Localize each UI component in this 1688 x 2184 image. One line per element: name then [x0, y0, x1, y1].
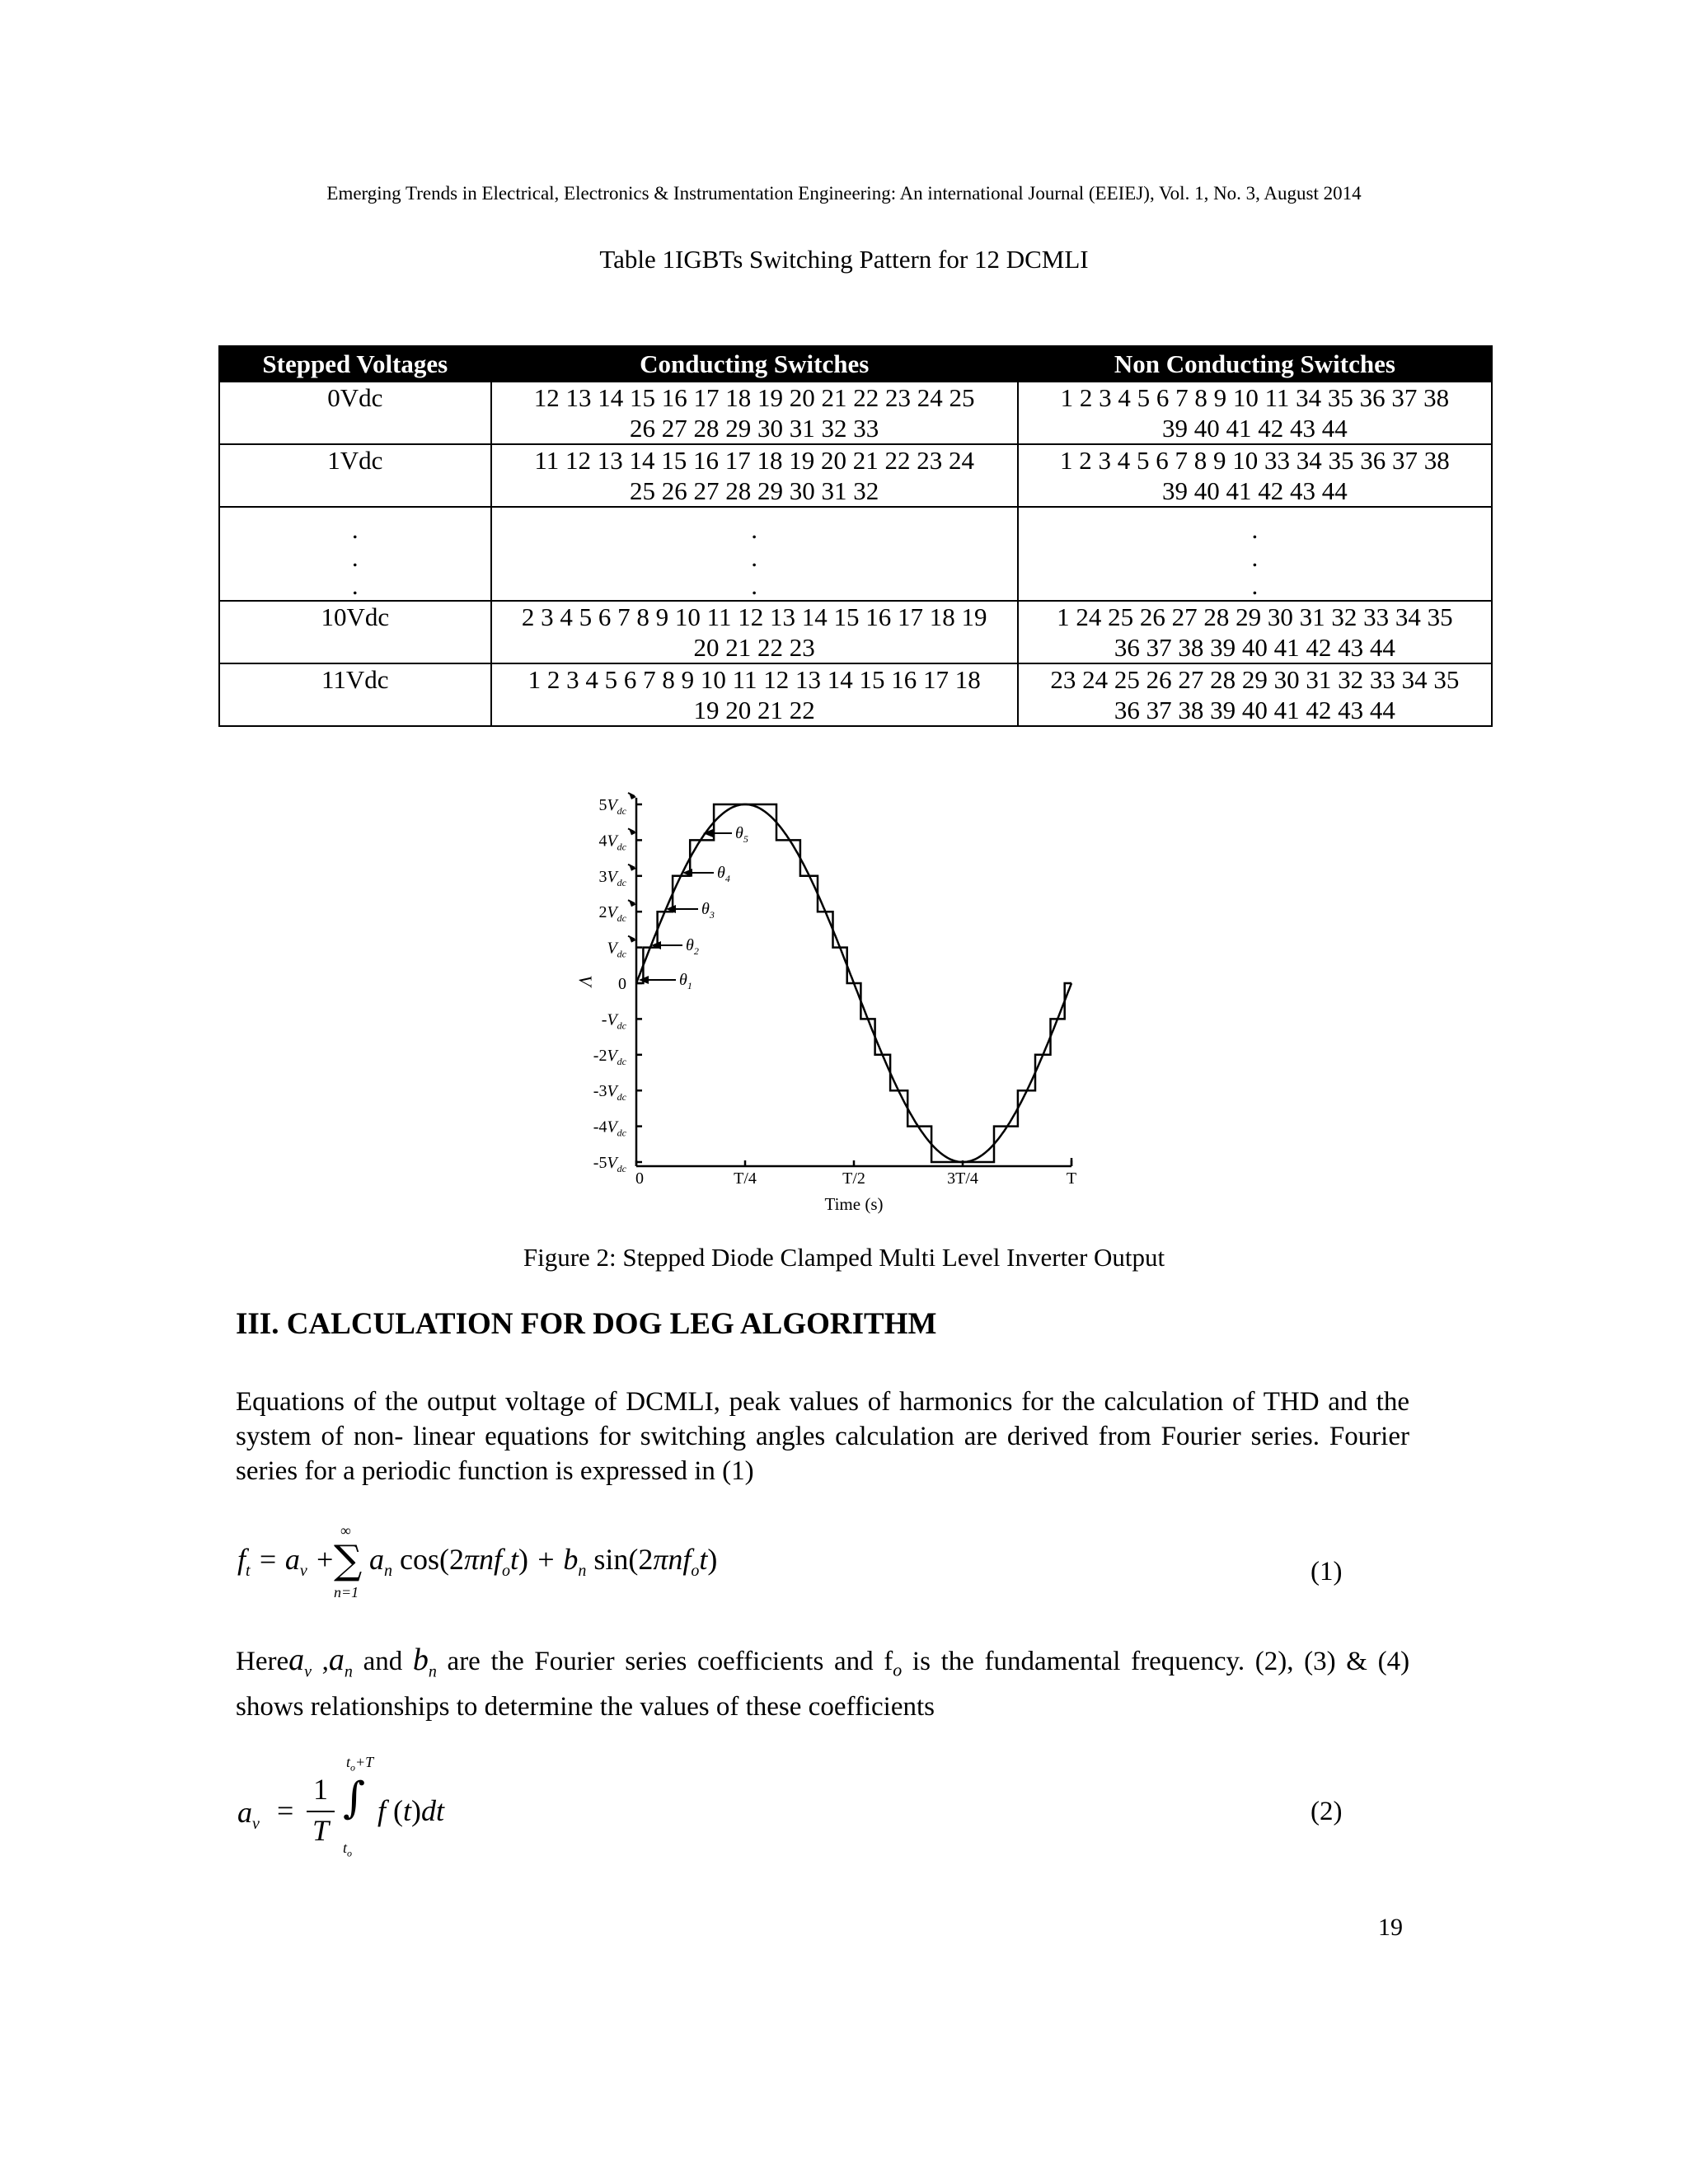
sum-lower-limit: n=1 — [334, 1584, 359, 1601]
table-row — [219, 601, 1492, 663]
staircase-line — [636, 804, 1071, 1162]
x-tick-label: T/4 — [734, 1169, 757, 1188]
x-tick-label: T — [1066, 1169, 1077, 1188]
y-tick-label: $-5V_{dc}$ — [593, 1154, 626, 1174]
inverter-output-chart — [544, 787, 1088, 1224]
y-tick-label: $2V_{dc}$ — [598, 903, 626, 925]
table-row — [219, 382, 1492, 444]
table-header-row — [219, 346, 1492, 382]
theta-label: $\theta_1$ — [679, 971, 692, 991]
paragraph: Herea$_v$ $,a_n$ and $b_n$ are the Fourier series coefficients and $f_o$ is the fundamental frequency. (2), (3) & (4) shows relationships to determine the values of these coefficients — [236, 1643, 1410, 1722]
y-axis-label: V — [575, 975, 596, 987]
conducting-cell: 11 12 13 14 15 16 17 18 19 20 21 22 23 24 25 26 27 28 29 30 31 32 — [491, 444, 1018, 507]
figure-caption: Figure 2: Stepped Diode Clamped Multi Level Inverter Output — [523, 1243, 1165, 1272]
level-arrow-head — [629, 793, 636, 799]
voltage-cell: 0Vdc — [219, 382, 491, 444]
x-tick-label: T/2 — [842, 1169, 865, 1188]
y-tick-label: $-2V_{dc}$ — [593, 1046, 626, 1067]
table-caption: Table 1IGBTs Switching Pattern for 12 DCMLI — [599, 245, 1089, 274]
fraction-bar — [307, 1811, 335, 1812]
ellipsis-cell: . . . — [1018, 507, 1492, 601]
level-arrow-head — [629, 865, 636, 871]
y-tick-label: $V_{dc}$ — [607, 939, 626, 960]
page-number: 19 — [1378, 1914, 1403, 1941]
table-row — [219, 663, 1492, 726]
fraction-denominator: T — [312, 1814, 330, 1847]
table-header-cell: Stepped Voltages — [219, 346, 491, 382]
equation-2-lhs: $a_v$ — [237, 1796, 260, 1834]
paragraph: Equations of the output voltage of DCMLI, peak values of harmonics for the calculation of THD and the system of non- linear equations for switching angles calculation are derived from Fourier series. Fourier series for a periodic function is expressed in (1) — [236, 1387, 1409, 1486]
theta-label: $\theta_3$ — [701, 900, 715, 921]
x-tick-label: 3T/4 — [947, 1169, 978, 1188]
y-tick-label: $5V_{dc}$ — [598, 796, 626, 817]
integrand: f (t)dt — [377, 1794, 445, 1827]
fraction-numerator: 1 — [313, 1773, 328, 1806]
level-arrow-head — [629, 936, 636, 943]
table-row — [219, 444, 1492, 507]
table-header-cell: Non Conducting Switches — [1018, 346, 1492, 382]
equation-1 — [237, 1522, 1391, 1607]
y-tick-label: $4V_{dc}$ — [598, 832, 626, 853]
equals-sign: = — [277, 1794, 294, 1827]
non-conducting-cell: 1 24 25 26 27 28 29 30 31 32 33 34 35 36 37 38 39 40 41 42 43 44 — [1018, 601, 1492, 663]
journal-header: Emerging Trends in Electrical, Electronics & Instrumentation Engineering: An international Journal (EEIEJ), Vol. 1, No. 3, August 2014 — [326, 183, 1362, 204]
equation-1-body: $f_t = a_v$ + — [237, 1543, 335, 1581]
theta-label: $\theta_2$ — [686, 936, 699, 957]
equation-2-number: (2) — [1311, 1797, 1343, 1826]
voltage-cell: 11Vdc — [219, 663, 491, 726]
y-tick-label: $-V_{dc}$ — [601, 1010, 626, 1032]
level-arrow-head — [629, 900, 636, 907]
conducting-cell: 12 13 14 15 16 17 18 19 20 21 22 23 24 25 26 27 28 29 30 31 32 33 — [491, 382, 1018, 444]
integral-sign: ∫ — [343, 1774, 366, 1823]
non-conducting-cell: 23 24 25 26 27 28 29 30 31 32 33 34 35 36 37 38 39 40 41 42 43 44 — [1018, 663, 1492, 726]
voltage-cell: 1Vdc — [219, 444, 491, 507]
ellipsis-cell: . . . — [219, 507, 491, 601]
x-tick-label: 0 — [635, 1169, 644, 1188]
integral-upper-limit: $t_o+T$ — [346, 1754, 374, 1774]
y-tick-label: $3V_{dc}$ — [598, 867, 626, 888]
section-heading: III. CALCULATION FOR DOG LEG ALGORITHM — [236, 1307, 937, 1341]
sum-upper-limit: ∞ — [340, 1522, 351, 1539]
voltage-cell: 10Vdc — [219, 601, 491, 663]
x-axis-label: Time (s) — [824, 1194, 884, 1214]
level-arrow-head — [629, 828, 636, 835]
equation-1-number: (1) — [1311, 1557, 1343, 1586]
table-row-ellipsis — [219, 507, 1492, 601]
ellipsis-cell: . . . — [491, 507, 1018, 601]
non-conducting-cell: 1 2 3 4 5 6 7 8 9 10 11 34 35 36 37 38 39 40 41 42 43 44 — [1018, 382, 1492, 444]
integral-lower-limit: $t_o$ — [343, 1840, 353, 1859]
table-header-cell: Conducting Switches — [491, 346, 1018, 382]
sum-sign: ∑ — [334, 1537, 363, 1583]
equation-1-terms: $a_n$ $\cos(2\pi nf_ot) + b_n$ sin(2πnf$_o$t) — [369, 1543, 718, 1581]
y-tick-label: $-3V_{dc}$ — [593, 1082, 626, 1104]
y-tick-label: $-4V_{dc}$ — [593, 1118, 626, 1139]
equation-2 — [237, 1755, 1391, 1871]
conducting-cell: 1 2 3 4 5 6 7 8 9 10 11 12 13 14 15 16 17 18 19 20 21 22 — [491, 663, 1018, 726]
switching-table — [218, 345, 1493, 727]
conducting-cell: 2 3 4 5 6 7 8 9 10 11 12 13 14 15 16 17 18 19 20 21 22 23 — [491, 601, 1018, 663]
theta-label: $\theta_4$ — [717, 864, 730, 884]
non-conducting-cell: 1 2 3 4 5 6 7 8 9 10 33 34 35 36 37 38 39 40 41 42 43 44 — [1018, 444, 1492, 507]
theta-label: $\theta_5$ — [735, 824, 748, 845]
y-tick-label: 0 — [618, 975, 626, 993]
